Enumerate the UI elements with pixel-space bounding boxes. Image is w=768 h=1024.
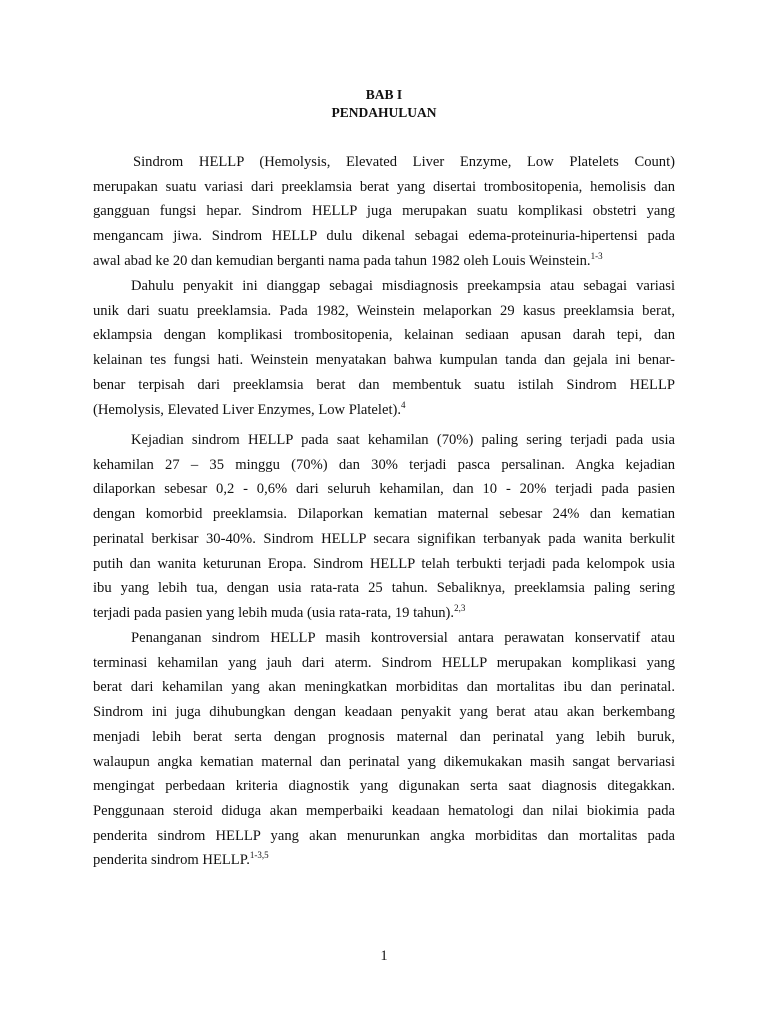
paragraph-line: Sindrom HELLP (Hemolysis, Elevated Liver Enzyme, Low Platelets Count) [133, 154, 675, 170]
paragraph-line: berat dari kehamilan yang akan meningkatkan morbiditas dan mortalitas ibu dan perinatal. [93, 679, 675, 696]
paragraph-line: (Hemolysis, Elevated Liver Enzymes, Low Platelet).$^4$ [93, 399, 406, 418]
paragraph-line: putih dan wanita keturunan Eropa. Sindrom HELLP telah terbukti terjadi pada kelompok usia [93, 555, 675, 572]
paragraph-line: menjadi lebih berat serta dengan prognosis maternal dan perinatal yang lebih buruk, [93, 728, 675, 745]
paragraph-line: kelainan tes fungsi hati. Weinstein menyatakan bahwa kumpulan tanda dan gejala ini benar- [93, 352, 675, 369]
paragraph-line: dilaporkan sebesar 0,2 - 0,6% dari seluruh kehamilan, dan 10 - 20% terjadi pada pasien [93, 481, 675, 498]
paragraph-line: terjadi pada pasien yang lebih muda (usia rata-rata, 19 tahun).$^{2,3}$ [93, 602, 466, 621]
paragraph-line: merupakan suatu variasi dari preeklamsia berat yang disertai trombositopenia, hemolisis dan [93, 178, 675, 195]
citation-superscript: 1-3 [590, 250, 603, 261]
paragraph-line: eklampsia dengan komplikasi trombositopenia, kelainan sediaan apusan darah tepi, dan [93, 327, 675, 344]
paragraph-line: benar terpisah dari preeklamsia berat dan membentuk suatu istilah Sindrom HELLP [93, 376, 675, 393]
paragraph-line: penderita sindrom HELLP yang akan menurunkan angka morbiditas dan mortalitas pada [93, 827, 675, 844]
citation-superscript: 4 [401, 399, 406, 410]
paragraph-line: ibu yang lebih tua, dengan usia rata-rata 25 tahun. Sebaliknya, preeklamsia paling sering [93, 580, 675, 597]
chapter-title: PENDAHULUAN [331, 105, 437, 120]
paragraph-line: mengingat perbedaan kriteria diagnostik yang digunakan serta saat diagnosis ditegakkan. [93, 778, 675, 795]
citation-superscript: 2,3 [454, 602, 466, 613]
chapter-label: BAB I [365, 87, 403, 102]
paragraph-line: mengancam jiwa. Sindrom HELLP dulu dikenal sebagai edema-proteinuria-hipertensi pada [93, 228, 675, 245]
paragraph-line: walaupun angka kematian maternal dan perinatal yang dikemukakan masih sangat bervariasi [93, 753, 675, 770]
paragraph-line: penderita sindrom HELLP.$^{1-3,5}$ [93, 850, 269, 869]
paragraph-line: kehamilan 27 – 35 minggu (70%) dan 30% terjadi pasca persalinan. Angka kejadian [93, 456, 675, 473]
paragraph-line: dengan komorbid preeklamsia. Dilaporkan kematian maternal sebesar 24% dan kematian [93, 506, 675, 523]
paragraph-line: terminasi kehamilan yang jauh dari aterm. Sindrom HELLP merupakan komplikasi yang [93, 654, 675, 671]
paragraph-line: gangguan fungsi hepar. Sindrom HELLP juga merupakan suatu komplikasi obstetri yang [93, 203, 675, 220]
page-number: 1 [380, 948, 388, 964]
citation-superscript: 1-3,5 [249, 850, 269, 861]
paragraph-line: unik dari suatu preeklamsia. Pada 1982, Weinstein melaporkan 29 kasus preeklamsia berat, [93, 302, 675, 319]
paragraph-line: awal abad ke 20 dan kemudian berganti nama pada tahun 1982 oleh Louis Weinstein.$^{1-3}$ [93, 250, 603, 269]
paragraph-line: Dahulu penyakit ini dianggap sebagai misdiagnosis preekampsia atau sebagai variasi [131, 278, 675, 294]
paragraph-line: Sindrom ini juga dihubungkan dengan keadaan penyakit yang berat atau akan berkembang [93, 704, 675, 721]
paragraph-line: Penanganan sindrom HELLP masih kontroversial antara perawatan konservatif atau [131, 630, 675, 646]
paragraph-line: Penggunaan steroid diduga akan memperbaiki keadaan hematologi dan nilai biokimia pada [93, 802, 675, 819]
paragraph-line: Kejadian sindrom HELLP pada saat kehamilan (70%) paling sering terjadi pada usia [131, 432, 675, 448]
paragraph-line: perinatal berkisar 30-40%. Sindrom HELLP secara signifikan terbanyak pada wanita berkulit [93, 530, 675, 547]
